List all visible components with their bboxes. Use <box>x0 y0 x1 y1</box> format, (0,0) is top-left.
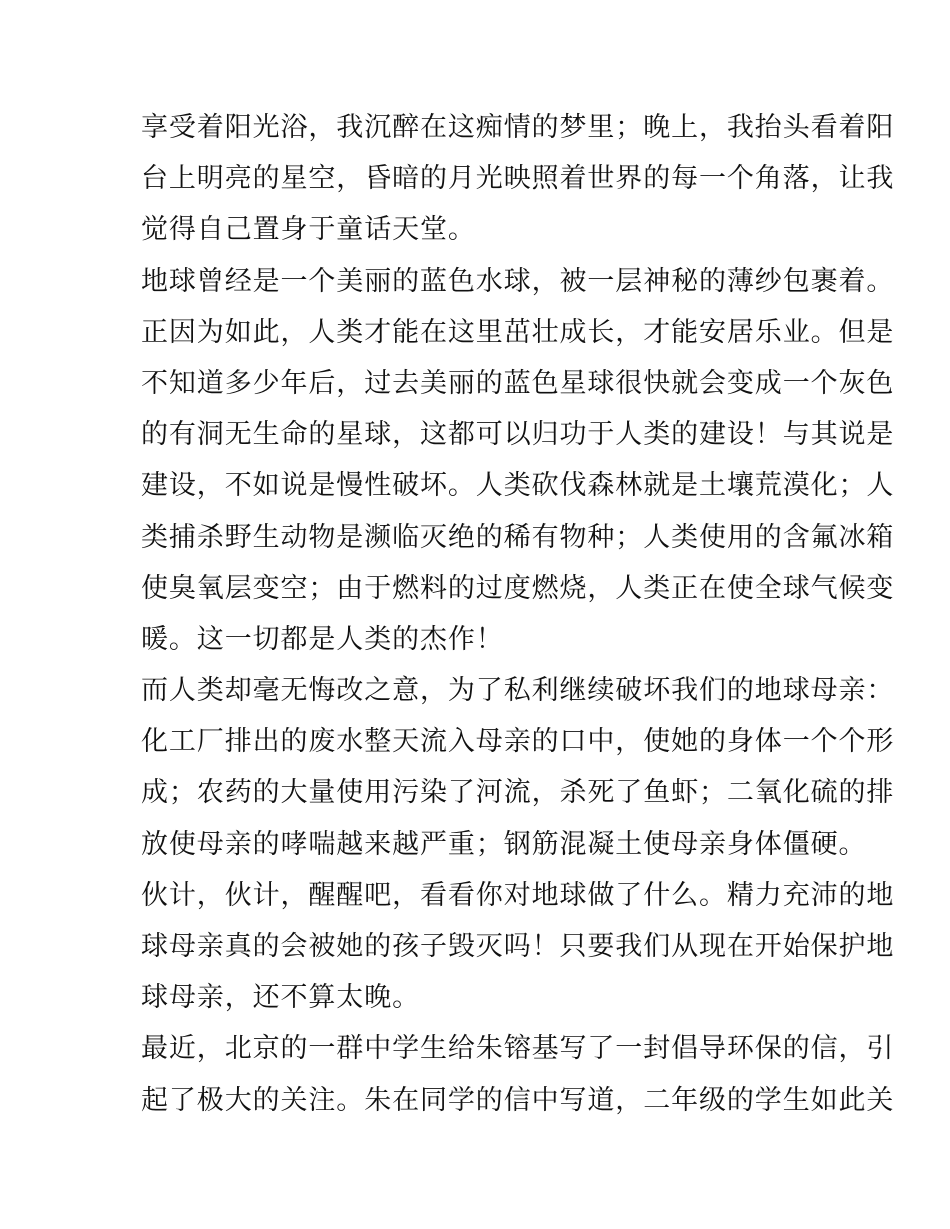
document-body <box>141 108 895 1132</box>
text-line: 觉得自己置身于童话天堂。 <box>141 214 476 246</box>
text-line: 而人类却毫无悔改之意，为了私利继续破坏我们的地球母亲： <box>141 675 895 707</box>
text-line: 成；农药的大量使用污染了河流，杀死了鱼虾；二氧化硫的排 <box>141 777 895 809</box>
text-line: 正因为如此，人类才能在这里茁壮成长，才能安居乐业。但是 <box>141 316 895 348</box>
text-line: 暖。这一切都是人类的杰作！ <box>141 623 504 655</box>
text-line: 最近，北京的一群中学生给朱镕基写了一封倡导环保的信，引 <box>141 1033 895 1065</box>
text-line: 的有洞无生命的星球，这都可以归功于人类的建设！与其说是 <box>141 419 895 451</box>
text-line: 球母亲真的会被她的孩子毁灭吗！只要我们从现在开始保护地 <box>141 931 895 962</box>
text-line: 类捕杀野生动物是濒临灭绝的稀有物种；人类使用的含氟冰箱 <box>141 521 895 553</box>
text-line: 建设，不如说是慢性破坏。人类砍伐森林就是土壤荒漠化；人 <box>141 470 895 502</box>
text-line: 享受着阳光浴，我沉醉在这痴情的梦里；晚上，我抬头看着阳 <box>141 112 895 143</box>
text-line: 地球曾经是一个美丽的蓝色水球，被一层神秘的薄纱包裹着。 <box>141 265 895 297</box>
text-line: 使臭氧层变空；由于燃料的过度燃烧，人类正在使全球气候变 <box>141 572 895 604</box>
text-line: 伙计，伙计，醒醒吧，看看你对地球做了什么。精力充沛的地 <box>141 879 895 911</box>
text-line: 起了极大的关注。朱在同学的信中写道，二年级的学生如此关 <box>141 1084 895 1116</box>
text-line: 台上明亮的星空，昏暗的月光映照着世界的每一个角落，让我 <box>141 163 895 195</box>
text-line: 化工厂排出的废水整天流入母亲的口中，使她的身体一个个形 <box>141 726 895 758</box>
text-line: 不知道多少年后，过去美丽的蓝色星球很快就会变成一个灰色 <box>141 367 895 399</box>
text-line: 放使母亲的哮喘越来越严重；钢筋混凝土使母亲身体僵硬。 <box>141 828 867 860</box>
text-line: 球母亲，还不算太晚。 <box>141 982 420 1014</box>
